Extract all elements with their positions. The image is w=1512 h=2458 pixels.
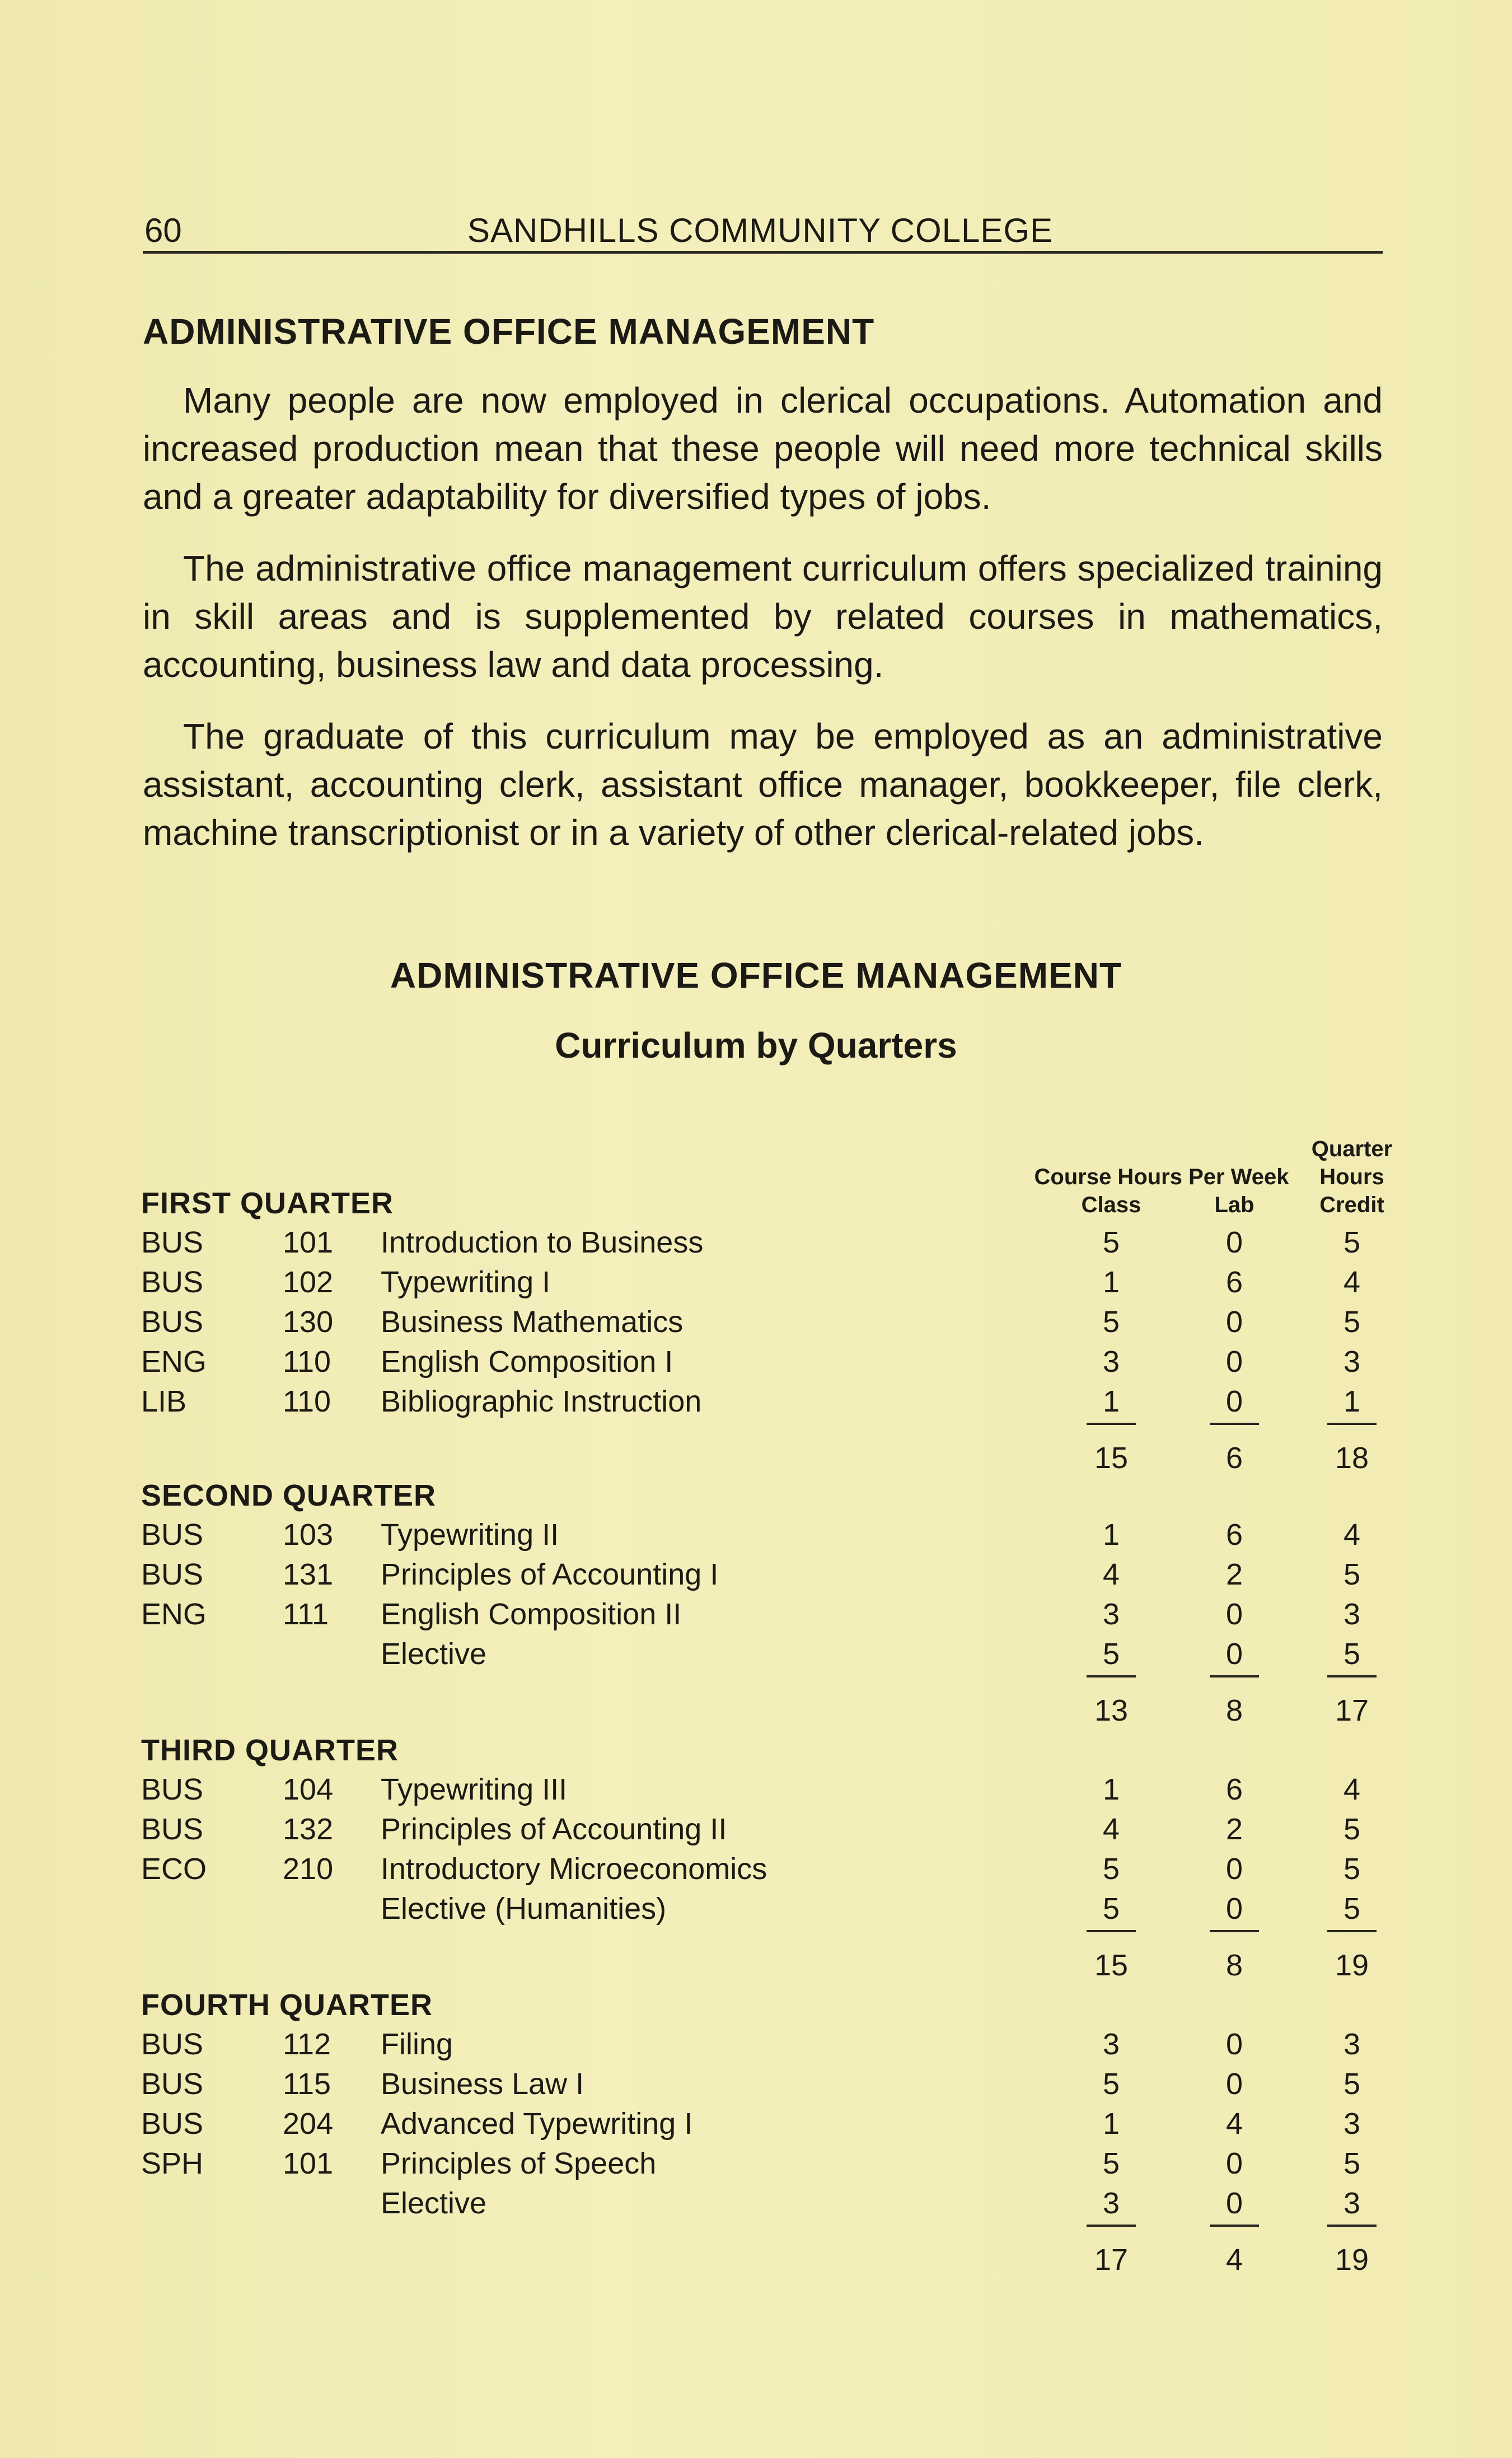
course-title: Introduction to Business: [381, 1226, 704, 1259]
lab-hours: 0: [1225, 1852, 1243, 1886]
col-header-hours: Hours: [1319, 1165, 1384, 1189]
course-dept: BUS: [141, 1558, 204, 1591]
class-hours: 3: [1102, 1345, 1120, 1378]
class-hours: 4: [1102, 1812, 1120, 1846]
class-hours: 1: [1102, 1385, 1120, 1418]
course-dept: BUS: [141, 1226, 204, 1259]
lab-hours: 0: [1225, 1597, 1243, 1631]
col-header-class: Class: [1081, 1193, 1141, 1217]
quarter-heading: SECOND QUARTER: [141, 1479, 437, 1512]
intro-paragraph-2: The administrative office management curriculum offers specialized training in skill areas and is supplemented by related courses in mathematics, accounting, business law and data processing.: [143, 548, 1383, 685]
lab-hours: 0: [1225, 2067, 1243, 2101]
course-title: Typewriting III: [381, 1773, 568, 1806]
credit-hours: 3: [1343, 1345, 1361, 1378]
course-dept: BUS: [141, 2027, 204, 2061]
lab-hours: 0: [1225, 1305, 1243, 1339]
course-title: Typewriting II: [381, 1518, 559, 1552]
course-dept: ENG: [141, 1345, 207, 1378]
credit-hours: 3: [1343, 2107, 1361, 2141]
course-dept: ENG: [141, 1597, 207, 1631]
total-credit-hours: 19: [1335, 2243, 1369, 2277]
subtotal-rule-lab: [1210, 1930, 1259, 1932]
class-hours: 5: [1102, 2067, 1120, 2101]
credit-hours: 1: [1343, 1385, 1361, 1418]
course-number: 110: [283, 1345, 331, 1378]
course-number: 130: [283, 1305, 334, 1339]
credit-hours: 5: [1343, 1637, 1361, 1671]
course-number: 110: [283, 1385, 331, 1418]
subtotal-rule-lab: [1210, 2225, 1259, 2227]
quarter-heading: THIRD QUARTER: [141, 1733, 399, 1767]
class-hours: 3: [1102, 1597, 1120, 1631]
credit-hours: 5: [1343, 1852, 1361, 1886]
total-credit-hours: 17: [1335, 1694, 1369, 1727]
total-lab-hours: 8: [1225, 1948, 1243, 1982]
quarter-heading: FOURTH QUARTER: [141, 1988, 433, 2022]
page-number: 60: [144, 212, 182, 249]
credit-hours: 5: [1343, 1226, 1361, 1259]
lab-hours: 0: [1225, 1385, 1243, 1418]
lab-hours: 0: [1225, 1345, 1243, 1378]
subtotal-rule-credit: [1327, 1423, 1377, 1425]
section-heading: ADMINISTRATIVE OFFICE MANAGEMENT: [143, 311, 875, 352]
class-hours: 5: [1102, 1852, 1120, 1886]
total-lab-hours: 4: [1225, 2243, 1243, 2277]
course-title: Elective: [381, 2186, 487, 2220]
class-hours: 1: [1102, 1773, 1120, 1806]
col-header-lab: Lab: [1214, 1193, 1254, 1217]
course-title: Elective: [381, 1637, 487, 1671]
credit-hours: 3: [1343, 2186, 1361, 2220]
course-number: 104: [283, 1773, 334, 1806]
subtotal-rule-credit: [1327, 2225, 1377, 2227]
lab-hours: 6: [1225, 1265, 1243, 1299]
course-title: Principles of Accounting I: [381, 1558, 719, 1591]
course-dept: LIB: [141, 1385, 187, 1418]
credit-hours: 3: [1343, 2027, 1361, 2061]
course-number: 102: [283, 1265, 334, 1299]
course-dept: SPH: [141, 2147, 204, 2180]
credit-hours: 5: [1343, 1812, 1361, 1846]
class-hours: 3: [1102, 2186, 1120, 2220]
course-title: Business Mathematics: [381, 1305, 684, 1339]
total-lab-hours: 6: [1225, 1441, 1243, 1475]
course-number: 204: [283, 2107, 334, 2141]
lab-hours: 0: [1225, 2186, 1243, 2220]
subtotal-rule-lab: [1210, 1675, 1259, 1677]
course-dept: BUS: [141, 1518, 204, 1552]
course-dept: BUS: [141, 1773, 204, 1806]
course-dept: BUS: [141, 2107, 204, 2141]
lab-hours: 2: [1225, 1558, 1243, 1591]
course-number: 103: [283, 1518, 334, 1552]
total-class-hours: 13: [1094, 1694, 1129, 1727]
class-hours: 4: [1102, 1558, 1120, 1591]
col-header-course-hours: Course Hours Per Week: [1034, 1165, 1289, 1189]
curriculum-title: ADMINISTRATIVE OFFICE MANAGEMENT: [390, 955, 1122, 996]
course-dept: ECO: [141, 1852, 207, 1886]
course-number: 131: [283, 1558, 334, 1591]
total-lab-hours: 8: [1225, 1694, 1243, 1727]
class-hours: 1: [1102, 1518, 1120, 1552]
course-title: Principles of Accounting II: [381, 1812, 727, 1846]
course-number: 132: [283, 1812, 334, 1846]
total-credit-hours: 19: [1335, 1948, 1369, 1982]
lab-hours: 6: [1225, 1518, 1243, 1552]
course-number: 112: [283, 2027, 331, 2061]
total-credit-hours: 18: [1335, 1441, 1369, 1475]
credit-hours: 4: [1343, 1773, 1361, 1806]
lab-hours: 0: [1225, 1637, 1243, 1671]
subtotal-rule-lab: [1210, 1423, 1259, 1425]
class-hours: 5: [1102, 2147, 1120, 2180]
lab-hours: 4: [1225, 2107, 1243, 2141]
course-dept: BUS: [141, 1265, 204, 1299]
course-title: English Composition II: [381, 1597, 682, 1631]
course-title: Typewriting I: [381, 1265, 551, 1299]
class-hours: 1: [1102, 2107, 1120, 2141]
class-hours: 5: [1102, 1226, 1120, 1259]
credit-hours: 5: [1343, 1305, 1361, 1339]
class-hours: 5: [1102, 1637, 1120, 1671]
subtotal-rule-class: [1087, 1675, 1136, 1677]
credit-hours: 4: [1343, 1518, 1361, 1552]
course-title: English Composition I: [381, 1345, 673, 1378]
credit-hours: 5: [1343, 1892, 1361, 1926]
course-dept: BUS: [141, 1305, 204, 1339]
total-class-hours: 17: [1094, 2243, 1129, 2277]
course-title: Bibliographic Instruction: [381, 1385, 702, 1418]
class-hours: 5: [1102, 1892, 1120, 1926]
credit-hours: 5: [1343, 1558, 1361, 1591]
subtotal-rule-class: [1087, 2225, 1136, 2227]
lab-hours: 0: [1225, 2147, 1243, 2180]
course-title: Introductory Microeconomics: [381, 1852, 767, 1886]
intro-paragraph-3: The graduate of this curriculum may be employed as an administrative assistant, accounting clerk, assistant office manager, bookkeeper, file clerk, machine transcriptionist or in a variety of other clerical-related jobs.: [143, 716, 1383, 853]
subtotal-rule-class: [1087, 1423, 1136, 1425]
course-number: 101: [283, 2147, 334, 2180]
running-title: SANDHILLS COMMUNITY COLLEGE: [467, 212, 1054, 249]
course-title: Advanced Typewriting I: [381, 2107, 693, 2141]
curriculum-subtitle: Curriculum by Quarters: [555, 1025, 957, 1066]
intro-paragraph-1: Many people are now employed in clerical occupations. Automation and increased production mean that these people will need more technical skills and a greater adaptability for diversified types of jobs.: [143, 380, 1383, 517]
course-dept: BUS: [141, 2067, 204, 2101]
class-hours: 5: [1102, 1305, 1120, 1339]
total-class-hours: 15: [1094, 1948, 1129, 1982]
col-header-credit: Credit: [1319, 1193, 1384, 1217]
credit-hours: 5: [1343, 2067, 1361, 2101]
credit-hours: 4: [1343, 1265, 1361, 1299]
course-number: 101: [283, 1226, 334, 1259]
lab-hours: 0: [1225, 2027, 1243, 2061]
lab-hours: 0: [1225, 1226, 1243, 1259]
quarter-heading: FIRST QUARTER: [141, 1186, 394, 1220]
class-hours: 3: [1102, 2027, 1120, 2061]
credit-hours: 3: [1343, 1597, 1361, 1631]
course-title: Elective (Humanities): [381, 1892, 667, 1926]
lab-hours: 0: [1225, 1892, 1243, 1926]
class-hours: 1: [1102, 1265, 1120, 1299]
col-header-quarter: Quarter: [1311, 1137, 1393, 1161]
course-title: Business Law I: [381, 2067, 584, 2101]
running-head: [143, 207, 1383, 254]
credit-hours: 5: [1343, 2147, 1361, 2180]
course-number: 115: [283, 2067, 331, 2101]
total-class-hours: 15: [1094, 1441, 1129, 1475]
course-title: Principles of Speech: [381, 2147, 657, 2180]
course-dept: BUS: [141, 1812, 204, 1846]
subtotal-rule-class: [1087, 1930, 1136, 1932]
lab-hours: 6: [1225, 1773, 1243, 1806]
lab-hours: 2: [1225, 1812, 1243, 1846]
course-number: 210: [283, 1852, 334, 1886]
course-number: 111: [283, 1597, 329, 1631]
subtotal-rule-credit: [1327, 1930, 1377, 1932]
course-title: Filing: [381, 2027, 453, 2061]
subtotal-rule-credit: [1327, 1675, 1377, 1677]
